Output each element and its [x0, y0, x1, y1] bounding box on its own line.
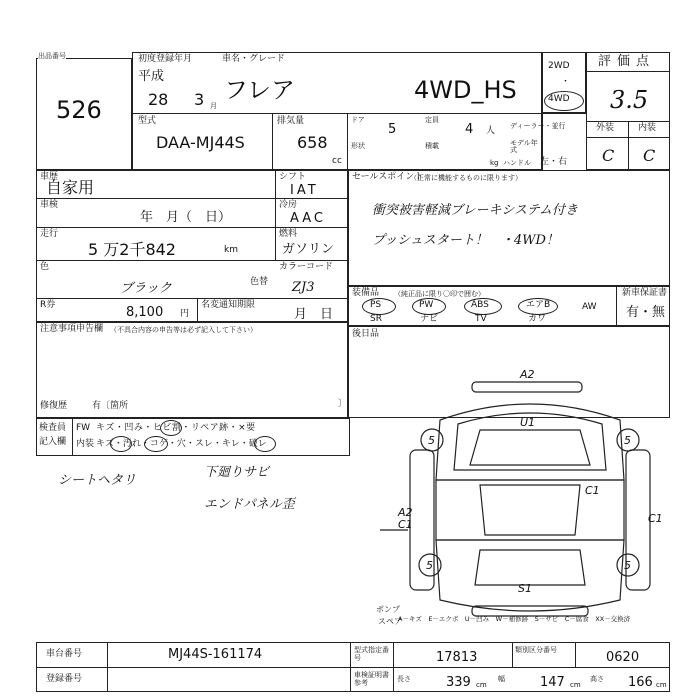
length-unit: cm: [476, 681, 487, 689]
displacement-unit: cc: [332, 156, 342, 166]
mark-a2-top: A2: [520, 368, 535, 381]
ac-value: AAC: [290, 211, 326, 226]
displacement-label: 排気量: [277, 116, 305, 126]
model-year-label: モデル年式: [510, 139, 538, 154]
load-unit: kg: [490, 159, 499, 167]
mark-s1: S1: [518, 582, 532, 595]
registration-month: 3: [194, 90, 205, 109]
recycle-label: R券: [40, 300, 56, 310]
new-car-warranty-value: 有・無: [626, 305, 666, 320]
fw-circle-dent: [160, 420, 182, 436]
fuel-value: ガソリン: [282, 242, 335, 257]
model-label: 型式: [138, 116, 157, 126]
height-label: 高さ: [590, 675, 604, 683]
color-base-label: 色替: [250, 277, 269, 287]
notes-note: （不具合内容の申告等は必ず記入して下さい）: [110, 326, 257, 334]
mark-c1-left: C1: [398, 518, 413, 531]
color-code-value: ZJ3: [292, 280, 315, 295]
color-value: ブラック: [120, 281, 172, 296]
mark-c1-far-right: C1: [648, 512, 663, 525]
sales-points-line2: プッシュスタート！ ・4WD！: [372, 233, 559, 248]
int-circle-stain: [144, 436, 168, 452]
height-value: 166: [628, 675, 653, 690]
length-label: 長さ: [397, 675, 411, 683]
fw-items: キズ・凹み・ヒビ割・リペア跡・×要: [96, 423, 256, 433]
handwritten-note1: シートヘタリ: [58, 473, 137, 488]
mark-c1-right: C1: [585, 484, 600, 497]
displacement-value: 658: [297, 133, 328, 152]
doors-value: 5: [388, 122, 397, 137]
inspection-value: 年 月（ 日）: [140, 210, 232, 225]
car-grade: 4WD_HS: [414, 76, 517, 104]
int-circle-wear: [254, 436, 276, 452]
registration-year: 28: [148, 90, 169, 109]
repair-label: 修復歴: [40, 401, 68, 411]
notice-date-label: 名変通知期限: [201, 300, 256, 310]
exterior-label: 外装: [596, 123, 615, 133]
color-label: 色: [40, 262, 50, 272]
history-label: 車歴: [40, 172, 59, 182]
handwritten-note2: 下廻りサビ: [204, 465, 270, 480]
handle-value: 左・右: [540, 157, 568, 167]
inspector-label2: 記入欄: [39, 437, 67, 447]
header-box: [132, 52, 542, 170]
sales-points-label: セールスポイント: [352, 172, 424, 182]
sales-points-line1: 衝突被害軽減ブレーキシステム付き: [372, 203, 579, 218]
ac-label: 冷房: [279, 200, 298, 210]
shape-label: 形状: [351, 142, 365, 150]
registration-month-unit: 月: [210, 102, 217, 110]
mark-a2-left: A2: [398, 506, 413, 519]
exterior-value: C: [602, 146, 615, 165]
width-value: 147: [540, 675, 565, 690]
mark-u1: U1: [520, 416, 536, 429]
chassis-value: MJ44S-161174: [168, 647, 263, 662]
capacity-unit: 人: [486, 126, 496, 136]
fw-label: FW: [76, 423, 91, 433]
dimensions-label: 車検証明書参考: [354, 671, 389, 687]
color-code-label: カラーコード: [279, 262, 334, 272]
recycle-unit: 円: [180, 309, 190, 319]
car-label: 車名・グレード: [222, 54, 286, 64]
type-code-value: 17813: [436, 650, 478, 665]
fuel-label: 燃料: [279, 229, 298, 239]
equipment-label: 装備品: [352, 288, 380, 298]
lot-label: 出品番号: [38, 52, 66, 60]
load-label: 積載: [425, 142, 439, 150]
notes-box: [36, 322, 348, 418]
history-value: 自家用: [46, 178, 95, 197]
repair-bracket-end: 〕: [338, 399, 348, 409]
spare-label: スペア: [378, 617, 402, 626]
width-unit: cm: [570, 681, 581, 689]
sales-points-note: （正常に機能するものに限ります）: [410, 174, 522, 182]
height-unit: cm: [656, 681, 667, 689]
notes-label: 注意事項申告欄: [40, 324, 104, 334]
lot-number: 526: [56, 96, 102, 124]
car-name: フレア: [224, 76, 296, 104]
inspector-label1: 検査員: [39, 423, 67, 433]
repair-value: 有〔箇所: [92, 401, 129, 411]
chassis-label: 車台番号: [46, 649, 83, 659]
reg-number-label: 登録番号: [46, 674, 83, 684]
legend: A－キズ E－エクボ U－凹み W－補修跡 S－サビ C－腐食 XX－交換済: [398, 615, 631, 623]
shift-label: シフト: [279, 172, 307, 182]
new-car-warranty-label: 新車保証書: [622, 288, 668, 298]
model-value: DAA-MJ44S: [156, 133, 245, 152]
mileage-label: 走行: [40, 229, 59, 239]
capacity-label: 定員: [425, 116, 439, 124]
pump-label: ポンプ: [376, 605, 400, 614]
handle-label: ハンドル: [503, 159, 531, 167]
drive-4wd: 4WD: [548, 94, 570, 104]
mark-5-fr: 5: [624, 434, 631, 447]
int-items: キズ・汚れ・コゲ・穴・スレ・キレ・破レ: [96, 439, 267, 449]
class-code-label: 類別区分番号: [515, 646, 557, 654]
interior-value: C: [643, 146, 656, 165]
length-value: 339: [446, 675, 471, 690]
int-label: 内装: [76, 439, 95, 449]
registration-label: 初度登録年月: [138, 54, 193, 64]
recycle-value: 8,100: [126, 305, 164, 320]
registration-era: 平成: [138, 69, 165, 84]
dealer-label: ディーラー・並行: [510, 122, 566, 130]
mark-5-rl: 5: [426, 559, 433, 572]
int-circle-scratch: [110, 436, 132, 452]
drive-dot: ・: [561, 77, 571, 87]
width-label: 幅: [498, 675, 505, 683]
interior-label: 内装: [638, 123, 657, 133]
equipment-note: （純正品に限り〇印で囲む）: [394, 290, 485, 298]
rating-score: 3.5: [610, 86, 649, 114]
mark-5-rr: 5: [624, 559, 631, 572]
mileage-unit: km: [224, 245, 238, 255]
shift-value: IAT: [290, 183, 319, 198]
type-code-label: 型式指定番号: [354, 646, 389, 662]
notice-date-value: 月 日: [294, 307, 334, 322]
capacity-value: 4: [465, 122, 474, 137]
car-damage-diagram: [376, 360, 680, 630]
class-code-value: 0620: [606, 650, 640, 665]
mileage-value: 5 万2千842: [88, 240, 176, 259]
rating-label: 評価点: [598, 54, 656, 69]
mark-5-fl: 5: [428, 434, 435, 447]
after-notes-label: 後日品: [352, 329, 380, 339]
sales-points-box: [348, 170, 670, 286]
drive-2wd: 2WD: [548, 61, 570, 71]
doors-label: ドア: [351, 116, 365, 124]
handwritten-note3: エンドパネル歪: [204, 497, 295, 512]
inspection-label: 車検: [40, 200, 59, 210]
